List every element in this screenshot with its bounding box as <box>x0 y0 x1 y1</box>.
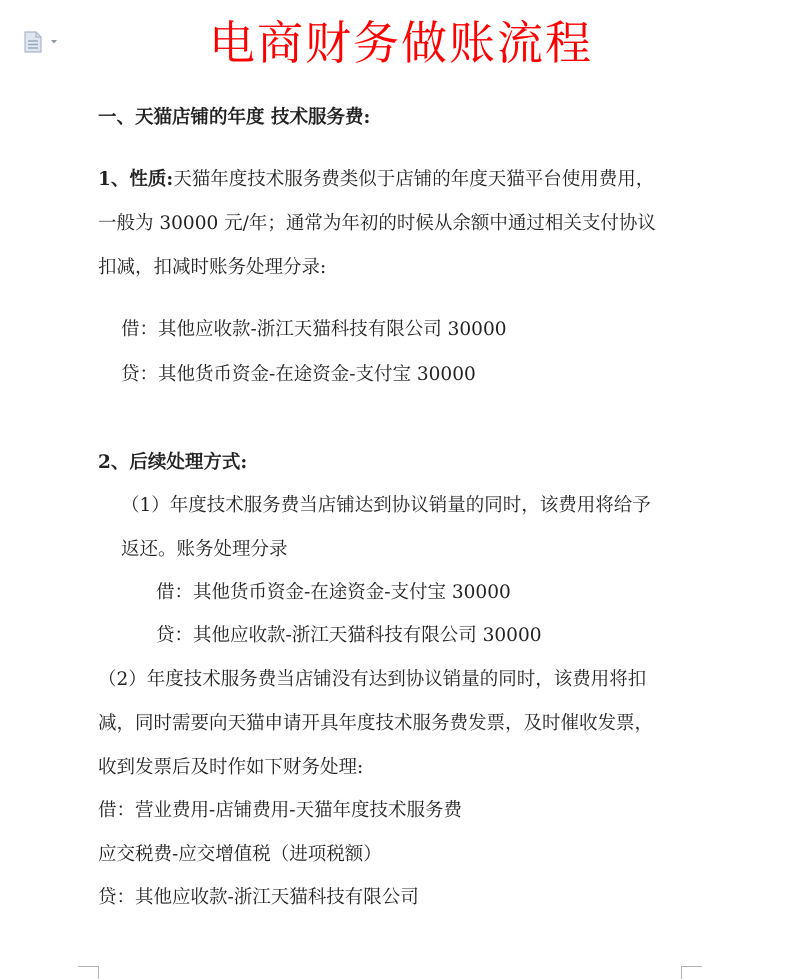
journal-entry-debit: 借：其他货币资金-在途资金-支付宝 30000 <box>156 582 511 603</box>
section-heading: 2、后续处理方式: <box>98 452 248 473</box>
paragraph-line: （1）年度技术服务费当店铺达到协议销量的同时，该费用将给予 <box>121 495 651 516</box>
page-margin-marker <box>681 966 702 979</box>
page-margin-marker <box>78 966 99 979</box>
paragraph-line: 收到发票后及时作如下财务处理: <box>98 757 364 778</box>
journal-entry-credit: 贷：其他应收款-浙江天猫科技有限公司 30000 <box>156 625 542 646</box>
paragraph-line: 返还。账务处理分录 <box>121 539 288 560</box>
journal-entry-tax: 应交税费-应交增值税（进项税额） <box>98 844 382 865</box>
journal-entry-credit: 贷：其他货币资金-在途资金-支付宝 30000 <box>121 364 476 385</box>
paragraph-line: （2）年度技术服务费当店铺没有达到协议销量的同时，该费用将扣 <box>98 669 647 690</box>
paragraph-line: 扣减，扣减时账务处理分录: <box>98 257 327 278</box>
section-heading: 一、天猫店铺的年度 技术服务费: <box>98 107 371 128</box>
paragraph-line: 一般为 30000 元/年；通常为年初的时候从余额中通过相关支付协议 <box>98 213 656 234</box>
paragraph-line <box>98 168 654 192</box>
nature-text: 天猫年度技术服务费类似于店铺的年度天猫平台使用费用， <box>173 169 655 190</box>
paragraph-line: 减，同时需要向天猫申请开具年度技术服务费发票，及时催收发票， <box>98 713 654 734</box>
nature-label: 1、性质: <box>98 169 174 190</box>
journal-entry-credit: 贷：其他应收款-浙江天猫科技有限公司 <box>98 887 419 908</box>
page-title: 电商财务做账流程 <box>209 16 593 70</box>
journal-entry-debit: 借：其他应收款-浙江天猫科技有限公司 30000 <box>121 319 507 340</box>
journal-entry-debit: 借：营业费用-店铺费用-天猫年度技术服务费 <box>98 800 463 821</box>
